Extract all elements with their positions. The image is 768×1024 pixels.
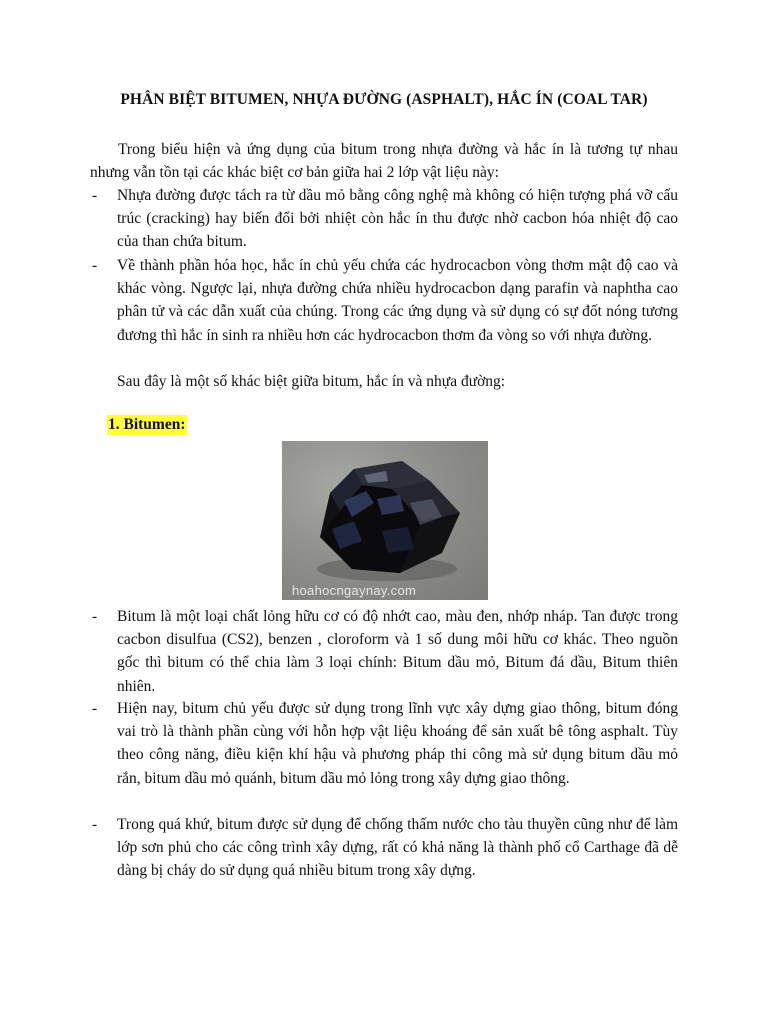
bullet-item xyxy=(90,254,678,347)
bullet-dash: - xyxy=(92,187,98,204)
image-watermark: hoahocngaynay.com xyxy=(292,583,417,598)
document-title: PHÂN BIỆT BITUMEN, NHỰA ĐƯỜNG (ASPHALT), HẮC ÍN (COAL TAR) xyxy=(120,91,648,108)
bullet-dash: - xyxy=(92,700,98,717)
bitumen-rock-illustration xyxy=(282,441,488,600)
bullet-text: Hiện nay, bitum chủ yếu được sử dụng trong lĩnh vực xây dựng giao thông, bitum đóng vai trò là thành phần cùng với hỗn hợp vật liệu khoáng để sản xuất bê tông asphalt. Tùy theo công năng, điều kiện khí hậu và phương pháp thi công mà sử dụng bitum dầu mỏ rắn, bitum dầu mỏ quánh, bitum dầu mỏ lỏng trong xây dựng giao thông. xyxy=(117,700,678,787)
section-heading: 1. Bitumen: xyxy=(108,416,186,433)
bullet-dash: - xyxy=(92,257,98,274)
transition-paragraph: Sau đây là một số khác biệt giữa bitum, hắc ín và nhựa đường: xyxy=(117,373,506,390)
bullet-item xyxy=(90,813,678,883)
bullet-item xyxy=(90,184,678,254)
bullet-text: Trong quá khứ, bitum được sử dụng để chống thấm nước cho tàu thuyền cũng như để làm lớp sơn phủ cho các công trình xây dựng, rất có khả năng là thành phố cổ Carthage đã dễ dàng bị cháy do sử dụng quá nhiều bitum trong xây dựng. xyxy=(117,816,678,880)
bullet-text: Về thành phần hóa học, hắc ín chủ yếu chứa các hydrocacbon vòng thơm mật độ cao và khác vòng. Ngược lại, nhựa đường chứa nhiều hydrocacbon dạng parafin và naphtha cao phân tử và các dẫn xuất của chúng. Trong các ứng dụng và sử dụng có sự đốt nóng tương đương thì hắc ín sinh ra nhiều hơn các hydrocacbon thơm đa vòng so với nhựa đường. xyxy=(117,257,678,344)
bitumen-photo xyxy=(282,441,488,600)
bullet-text: Bitum là một loại chất lỏng hữu cơ có độ nhớt cao, màu đen, nhớp nháp. Tan được trong cacbon disulfua (CS2), benzen , cloroform và 1 số dung môi hữu cơ khác. Theo nguồn gốc thì bitum có thể chia làm 3 loại chính: Bitum dầu mỏ, Bitum đá dầu, Bitum thiên nhiên. xyxy=(117,608,678,695)
intro-paragraph: Trong biểu hiện và ứng dụng của bitum trong nhựa đường và hắc ín là tương tự nhau nhưng vẫn tồn tại các khác biệt cơ bản giữa hai 2 lớp vật liệu này: xyxy=(90,141,678,182)
bullet-text: Nhựa đường được tách ra từ dầu mỏ bằng công nghệ mà không có hiện tượng phá vỡ cấu trúc (cracking) hay biến đổi bởi nhiệt còn hắc ín thu được nhờ cacbon hóa nhiệt độ cao của than chứa bitum. xyxy=(117,187,678,251)
bullet-item xyxy=(90,605,678,698)
bullet-item xyxy=(90,697,678,790)
bullet-dash: - xyxy=(92,608,98,625)
bullet-dash: - xyxy=(92,816,98,833)
